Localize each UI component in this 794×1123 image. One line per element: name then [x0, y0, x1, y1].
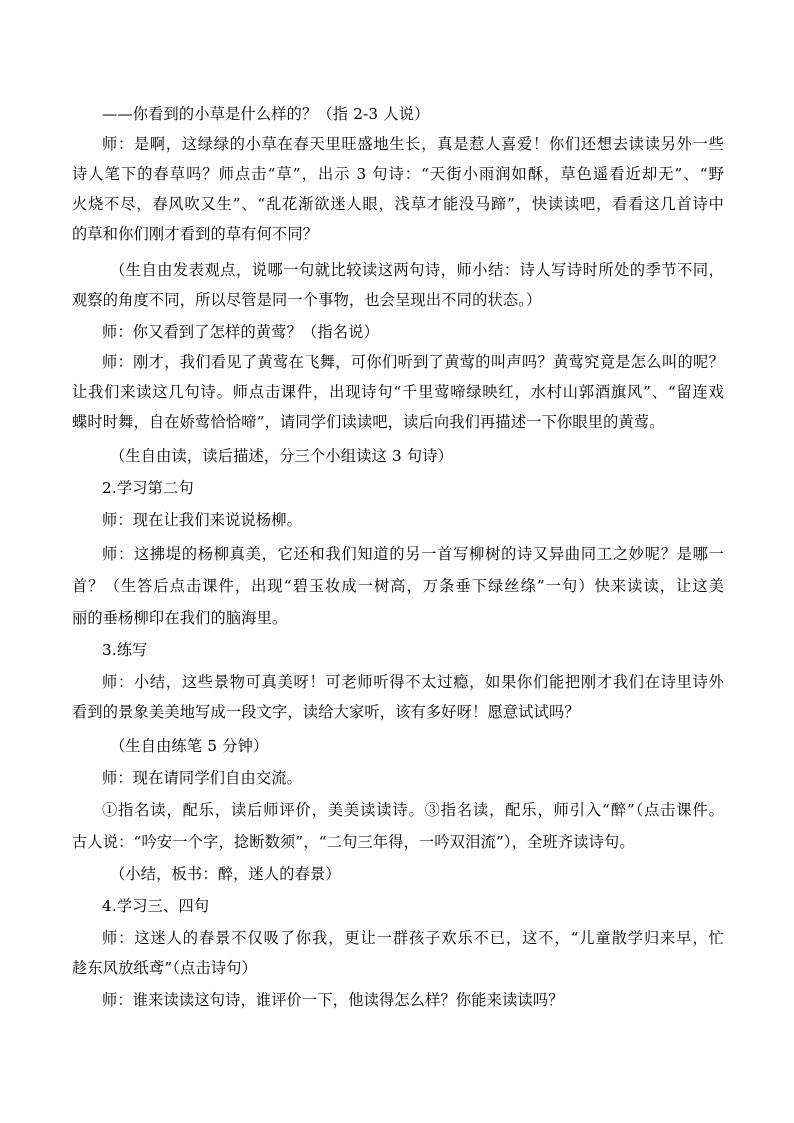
section-heading: 4.学习三、四句: [102, 897, 210, 915]
paragraph-line: （生自由读，读后描述，分三个小组读这 3 句诗）: [110, 447, 454, 465]
paragraph-line: 趁东风放纸鸢”（点击诗句）: [72, 959, 258, 977]
paragraph-line: （生自由练笔 5 分钟）: [110, 737, 269, 755]
paragraph-line: 首？（生答后点击课件，出现“碧玉妆成一树高，万条垂下绿丝绦”一句）快来读读，让这美: [72, 577, 724, 595]
paragraph-line: 观察的角度不同，所以尽管是同一个事物，也会呈现出不同的状态。）: [72, 291, 542, 309]
paragraph-line: 让我们来读这几句诗。师点击课件，出现诗句“千里莺啼绿映红，水村山郭酒旗风”、“留连戏: [72, 383, 724, 401]
paragraph-line: 师：这迷人的春景不仅吸了你我，更让一群孩子欢乐不已，这不，“儿童散学归来早，忙: [102, 929, 724, 947]
paragraph-line: 丽的垂杨柳印在我们的脑海里。: [72, 609, 288, 627]
paragraph-line: 师：是啊，这绿绿的小草在春天里旺盛地生长，真是惹人喜爱！你们还想去读读另外一些: [102, 135, 724, 153]
section-heading: 2.学习第二句: [102, 479, 194, 497]
paragraph-line: 师：这拂堤的杨柳真美，它还和我们知道的另一首写柳树的诗又异曲同工之妙呢？是哪一: [102, 545, 724, 563]
section-heading: 3.练写: [102, 641, 148, 659]
paragraph-line: 火烧不尽，春风吹又生”、“乱花渐欲迷人眼，浅草才能没马蹄”，快读读吧，看看这几首诗中: [72, 195, 724, 213]
paragraph-line: 师：小结，这些景物可真美呀！可老师听得不太过瘾，如果你们能把刚才我们在诗里诗外: [102, 673, 724, 691]
paragraph-line: 诗人笔下的春草吗？师点击“草”，出示 3 句诗：“天街小雨润如酥，草色遥看近却无”、“野: [72, 165, 724, 183]
paragraph-line: 的草和你们刚才看到的草有何不同？: [72, 225, 319, 243]
paragraph-line: ①指名读，配乐，读后师评价，美美读读诗。③指名读，配乐，师引入“醉”（点击课件。: [102, 801, 724, 819]
paragraph-line: （小结，板书：醉，迷人的春景）: [110, 865, 341, 883]
paragraph-line: 看到的景象美美地写成一段文字，读给大家听，该有多好呀！愿意试试吗？: [72, 703, 580, 721]
paragraph-line: 师：现在请同学们自由交流。: [102, 769, 303, 787]
paragraph-line: 师：你又看到了怎样的黄莺？（指名说）: [102, 323, 379, 341]
paragraph-line: 师：现在让我们来说说杨柳。: [102, 511, 303, 529]
paragraph-line: 师：谁来读读这句诗，谁评价一下，他读得怎么样？你能来读读吗？: [102, 991, 564, 1009]
paragraph-line: 古人说：“吟安一个字，捻断数须”，“二句三年得，一吟双泪流”），全班齐读诗句。: [72, 833, 635, 851]
paragraph-line: 师：刚才，我们看见了黄莺在飞舞，可你们听到了黄莺的叫声吗？黄莺究竟是怎么叫的呢？: [102, 353, 724, 371]
question-line: ——你看到的小草是什么样的？（指 2-3 人说）: [102, 105, 430, 123]
paragraph-line: 蝶时时舞，自在娇莺恰恰啼”，请同学们读读吧，读后向我们再描述一下你眼里的黄莺。: [72, 413, 665, 431]
paragraph-line: （生自由发表观点，说哪一句就比较读这两句诗，师小结：诗人写诗时所处的季节不同，: [110, 261, 724, 279]
